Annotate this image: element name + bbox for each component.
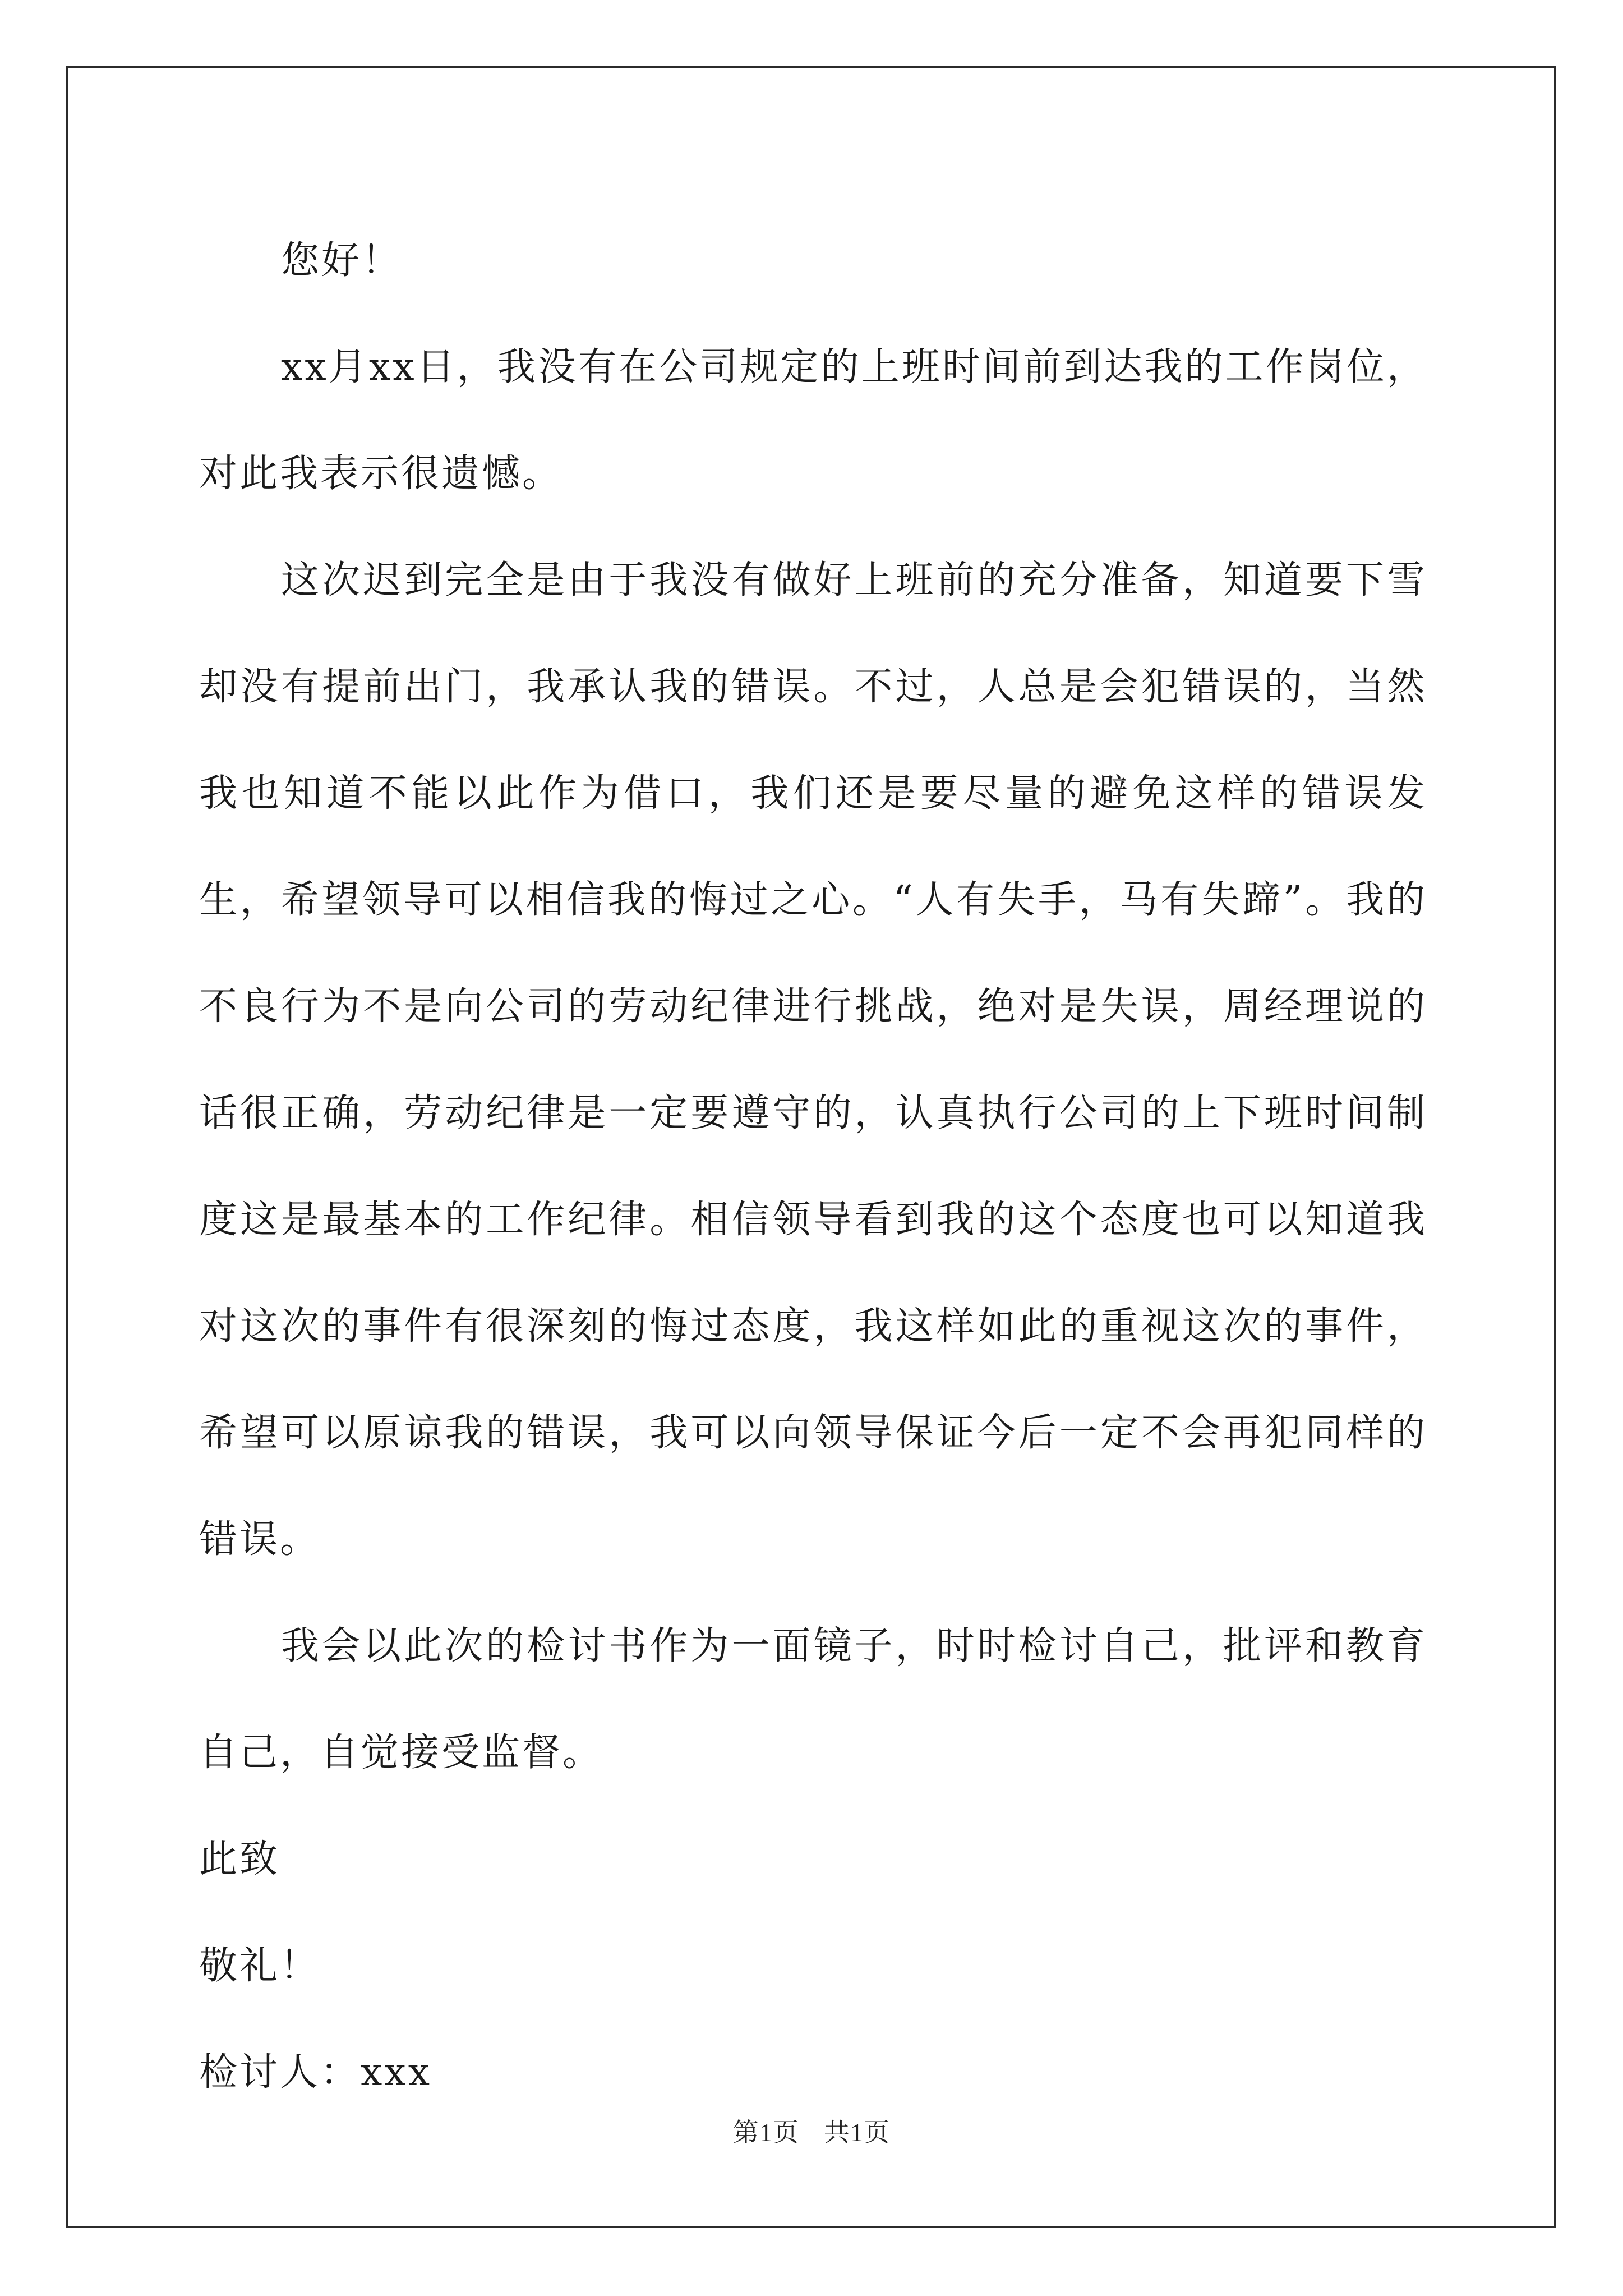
closing-line-2: 敬礼！ xyxy=(199,1944,321,1988)
closing-line-1: 此致 xyxy=(199,1837,280,1881)
paragraph-1: xx月xx日，我没有在公司规定的上班时间前到达我的工作岗位，对此我表示很遗憾。 xyxy=(199,345,1427,496)
greeting: 您好！ xyxy=(281,238,403,283)
page-number-current: 第1页 xyxy=(733,2118,799,2147)
page-number-total: 共1页 xyxy=(824,2118,890,2147)
page-footer xyxy=(0,2112,1623,2149)
letter-body xyxy=(199,208,1427,2126)
signature: 检讨人：xxx xyxy=(199,2050,432,2095)
paragraph-3: 我会以此次的检讨书作为一面镜子，时时检讨自己，批评和教育自己，自觉接受监督。 xyxy=(199,1624,1427,1775)
paragraph-2: 这次迟到完全是由于我没有做好上班前的充分准备，知道要下雪却没有提前出门，我承认我的错误。不过，人总是会犯错误的，当然我也知道不能以此作为借口，我们还是要尽量的避免这样的错误发生，希望领导可以相信我的悔过之心。“人有失手，马有失蹄”。我的不良行为不是向公司的劳动纪律进行挑战，绝对是失误，周经理说的话很正确，劳动纪律是一定要遵守的，认真执行公司的上下班时间制度这是最基本的工作纪律。相信领导看到我的这个态度也可以知道我对这次的事件有很深刻的悔过态度，我这样如此的重视这次的事件，希望可以原谅我的错误，我可以向领导保证今后一定不会再犯同样的错误。 xyxy=(199,558,1427,1562)
